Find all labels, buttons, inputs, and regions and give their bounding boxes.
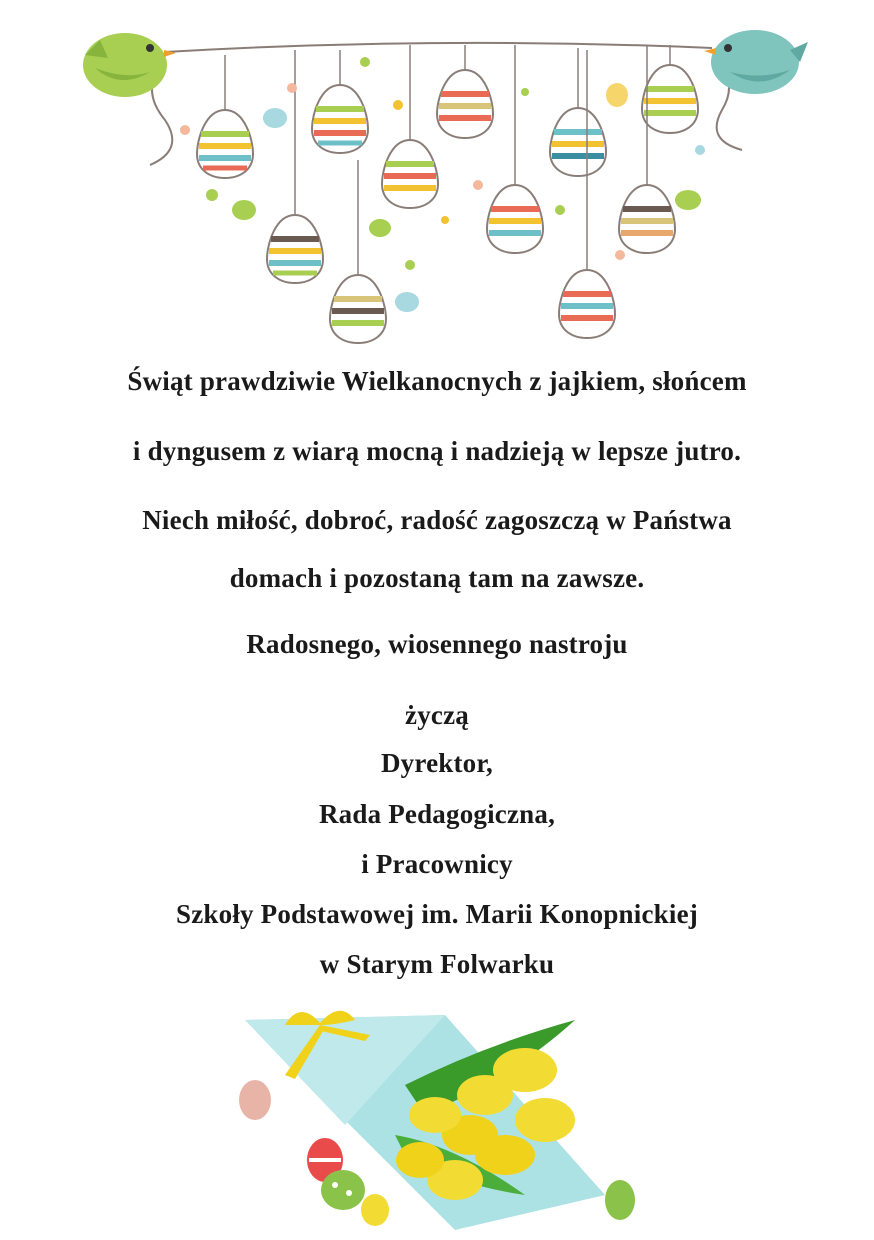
signature-line: i Pracownicy [361,849,513,879]
signature-line: Szkoły Podstawowej im. Marii Konopnickiej [176,899,698,929]
easter-egg-icon [330,160,386,343]
easter-egg-icon [437,45,493,138]
easter-egg-icon [487,45,543,253]
easter-egg-icon [642,45,698,133]
greeting-line: Niech miłość, dobroć, radość zagoszczą w Państwa [142,505,732,535]
signature-line: Rada Pedagogiczna, [318,799,556,829]
right-bird-icon [704,30,808,94]
greeting-line: Radosnego, wiosennego nastroju [246,629,628,659]
greeting-line: Świąt prawdziwie Wielkanocnych z jajkiem, słońcem [127,366,747,396]
left-bird-icon [83,33,176,97]
garland-string [165,43,712,52]
easter-egg-icon [197,55,253,178]
easter-egg-icon [312,50,368,153]
signature-line: w Starym Folwarku [319,949,555,979]
tulip-bouquet-illustration [225,995,645,1235]
hanging-eggs-illustration [0,0,874,350]
easter-egg-icon [550,48,606,176]
easter-egg-icon [382,45,438,208]
signature-line: Dyrektor, [380,748,494,778]
greeting-line: i dyngusem z wiarą mocną i nadzieją w lepsze jutro. [132,436,742,466]
signature-intro: życzą [405,700,469,730]
greeting-line: domach i pozostaną tam na zawsze. [229,563,645,593]
